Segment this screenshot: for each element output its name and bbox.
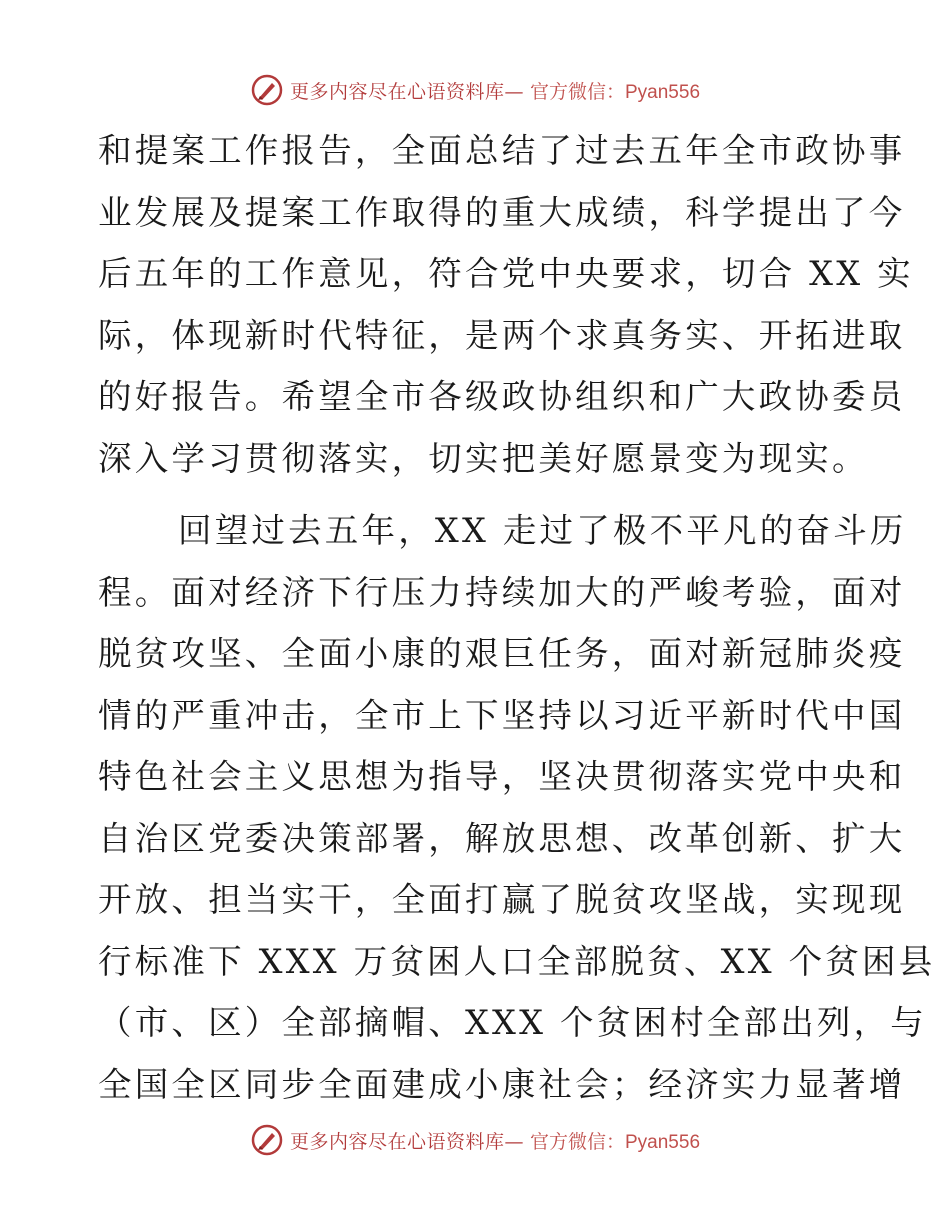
text-line: 深入学习贯彻落实，切实把美好愿景变为现实。 bbox=[98, 438, 869, 478]
text-line: 行标准下 XXX 万贫困人口全部脱贫、XX 个贫困县 bbox=[98, 941, 936, 981]
text-line: 后五年的工作意见，符合党中央要求，切合 XX 实 bbox=[98, 254, 914, 293]
header-watermark-banner bbox=[0, 70, 950, 110]
text-line: 际，体现新时代特征，是两个求真务实、开拓进取 bbox=[98, 315, 906, 355]
text-line: 的好报告。希望全市各级政协组织和广大政协委员 bbox=[98, 377, 906, 416]
paragraph-2 bbox=[98, 500, 936, 1115]
footer-watermark-banner bbox=[0, 1120, 950, 1160]
text-line: 和提案工作报告，全面总结了过去五年全市政协事 bbox=[98, 131, 906, 170]
text-line: （市、区）全部摘帽、XXX 个贫困村全部出列，与 bbox=[98, 1003, 927, 1042]
text-line: 业发展及提案工作取得的重大成绩，科学提出了今 bbox=[98, 192, 906, 232]
text-line: 脱贫攻坚、全面小康的艰巨任务，面对新冠肺炎疫 bbox=[98, 634, 906, 673]
text-line: 自治区党委决策部署，解放思想、改革创新、扩大 bbox=[98, 818, 906, 858]
pen-logo-icon bbox=[250, 1123, 284, 1157]
text-line: 程。面对经济下行压力持续加大的严峻考验，面对 bbox=[98, 572, 906, 612]
pen-logo-icon bbox=[250, 73, 284, 107]
paragraph-1 bbox=[98, 120, 914, 489]
text-line: 情的严重冲击，全市上下坚持以习近平新时代中国 bbox=[98, 695, 906, 735]
text-line: 特色社会主义思想为指导，坚决贯彻落实党中央和 bbox=[98, 757, 906, 796]
text-line: 回望过去五年，XX 走过了极不平凡的奋斗历 bbox=[178, 511, 907, 550]
text-line: 开放、担当实干，全面打赢了脱贫攻坚战，实现现 bbox=[98, 880, 906, 919]
banner-wechat: 官方微信：Pyan556 bbox=[530, 81, 701, 103]
banner-wechat: 官方微信：Pyan556 bbox=[530, 1131, 701, 1153]
text-line: 全国全区同步全面建成小康社会；经济实力显著增 bbox=[98, 1064, 906, 1104]
banner-text: 更多内容尽在心语资料库— bbox=[289, 80, 524, 103]
banner-text: 更多内容尽在心语资料库— bbox=[289, 1130, 524, 1153]
document-body bbox=[98, 120, 936, 1115]
paragraph-gap bbox=[98, 489, 858, 500]
